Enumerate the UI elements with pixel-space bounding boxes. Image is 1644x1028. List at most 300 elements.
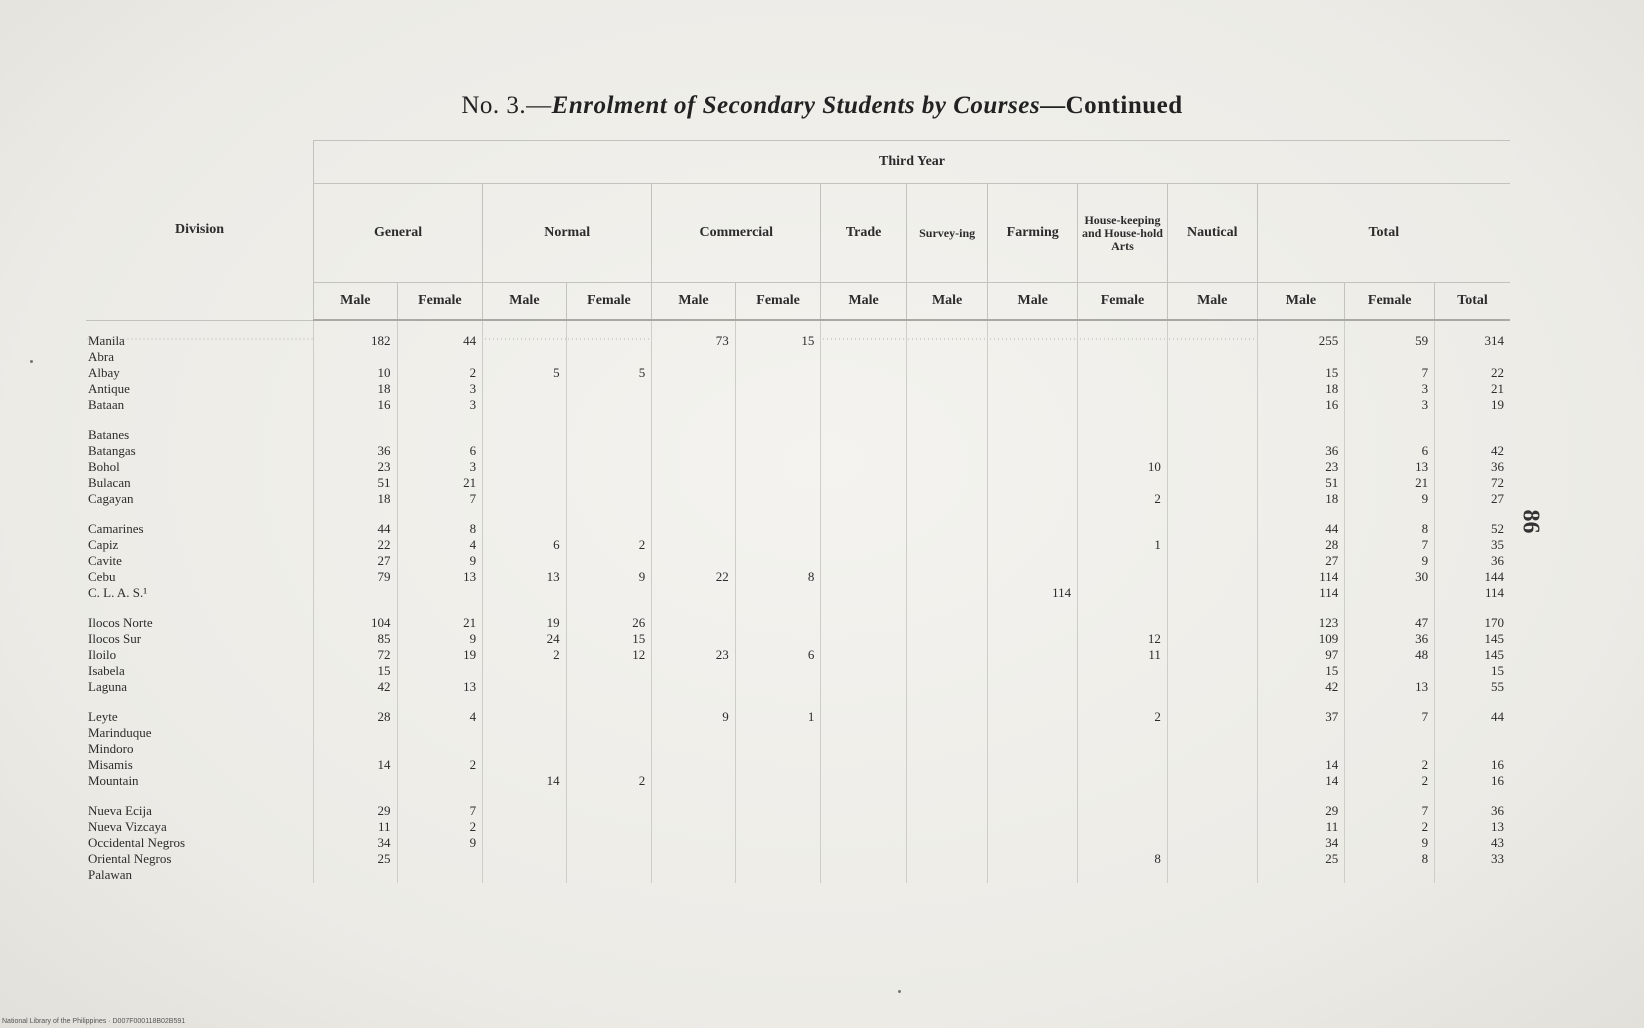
cell-fm [988, 647, 1078, 663]
cell-gf: 13 [397, 679, 483, 695]
division-name [86, 397, 314, 413]
cell-totm: 14 [1257, 773, 1345, 789]
cell-tot: 36 [1435, 459, 1510, 475]
cell-nm [483, 521, 567, 537]
cell-fm [988, 459, 1078, 475]
cell-totm: 14 [1257, 757, 1345, 773]
cell-am [1167, 459, 1257, 475]
cell-totf [1345, 349, 1435, 365]
spacer-cell [566, 601, 652, 615]
cell-totf: 47 [1345, 615, 1435, 631]
cell-nm [483, 443, 567, 459]
cell-gf [397, 851, 483, 867]
group-spacer [86, 695, 1510, 709]
spacer-cell [1345, 507, 1435, 521]
title-main: Enrolment of Secondary Students by Courses [551, 92, 1041, 119]
cell-tot: 22 [1435, 365, 1510, 381]
cell-totm: 16 [1257, 397, 1345, 413]
cell-gf: 6 [397, 443, 483, 459]
cell-hf: 2 [1078, 491, 1168, 507]
cell-fm [988, 615, 1078, 631]
division-name [86, 585, 314, 601]
group-spacer [86, 413, 1510, 427]
spacer-cell [566, 413, 652, 427]
spacer-cell [566, 507, 652, 521]
spacer-cell [1435, 413, 1510, 427]
spacer-cell [1257, 695, 1345, 709]
cell-hf [1078, 585, 1168, 601]
cell-gm: 18 [314, 491, 398, 507]
archive-footer: National Library of the Philippines · D007F000118B02B591 [2, 1018, 186, 1025]
cell-tot: 21 [1435, 381, 1510, 397]
cell-nf [566, 819, 652, 835]
cell-gm: 15 [314, 663, 398, 679]
cell-fm [988, 521, 1078, 537]
cell-totf [1345, 741, 1435, 757]
spacer-cell [735, 413, 821, 427]
cell-nf [566, 835, 652, 851]
cell-gm: 79 [314, 569, 398, 585]
cell-cf [735, 443, 821, 459]
cell-cm [652, 679, 736, 695]
spacer-cell [988, 413, 1078, 427]
cell-nm [483, 585, 567, 601]
cell-fm [988, 365, 1078, 381]
spacer-cell [483, 789, 567, 803]
cell-tm [821, 569, 907, 585]
enrolment-table [86, 140, 1510, 883]
cell-gf [397, 867, 483, 883]
cell-nm [483, 803, 567, 819]
division-name-text: Mindoro [88, 741, 134, 756]
table-row [86, 663, 1510, 679]
cell-gf [397, 725, 483, 741]
cell-tm [821, 819, 907, 835]
cell-gf: 4 [397, 709, 483, 725]
cell-am [1167, 709, 1257, 725]
table-row [86, 647, 1510, 663]
cell-gm: 34 [314, 835, 398, 851]
cell-tm [821, 709, 907, 725]
cell-sm [906, 569, 987, 585]
cell-totf: 2 [1345, 773, 1435, 789]
cell-tm [821, 365, 907, 381]
cell-tm [821, 663, 907, 679]
cell-am [1167, 320, 1257, 349]
cell-cm: 9 [652, 709, 736, 725]
spacer-cell [1078, 789, 1168, 803]
spacer-cell [314, 413, 398, 427]
cell-sm [906, 397, 987, 413]
cell-fm [988, 537, 1078, 553]
division-name [86, 381, 314, 397]
cell-sm [906, 631, 987, 647]
cell-tot: 144 [1435, 569, 1510, 585]
spacer-cell [906, 695, 987, 709]
cell-hf [1078, 349, 1168, 365]
cell-nm: 24 [483, 631, 567, 647]
cell-tm [821, 521, 907, 537]
cell-am [1167, 741, 1257, 757]
table-row [86, 521, 1510, 537]
cell-gf: 9 [397, 835, 483, 851]
cell-tm [821, 773, 907, 789]
cell-tot: 145 [1435, 647, 1510, 663]
cell-fm [988, 491, 1078, 507]
cell-nf: 5 [566, 365, 652, 381]
spacer-cell [1078, 413, 1168, 427]
cell-tot: 33 [1435, 851, 1510, 867]
cell-gm [314, 867, 398, 883]
table-row [86, 615, 1510, 631]
cell-totf: 13 [1345, 679, 1435, 695]
cell-cm [652, 365, 736, 381]
cell-totm: 23 [1257, 459, 1345, 475]
spacer-cell [86, 507, 314, 521]
cell-totm: 255 [1257, 320, 1345, 349]
cell-nf [566, 663, 652, 679]
cell-totm: 27 [1257, 553, 1345, 569]
cell-tot: 35 [1435, 537, 1510, 553]
cell-nm: 14 [483, 773, 567, 789]
spacer-cell [906, 507, 987, 521]
division-name [86, 537, 314, 553]
cell-am [1167, 851, 1257, 867]
cell-fm [988, 320, 1078, 349]
cell-cf [735, 381, 821, 397]
cell-nm [483, 427, 567, 443]
division-name-text: Isabela [88, 663, 125, 678]
cell-gm: 16 [314, 397, 398, 413]
cell-gf: 7 [397, 803, 483, 819]
cell-tm [821, 443, 907, 459]
cell-hf: 1 [1078, 537, 1168, 553]
cell-totf: 13 [1345, 459, 1435, 475]
commercial-header: Commercial [652, 184, 821, 283]
cell-cf [735, 537, 821, 553]
cell-sm [906, 521, 987, 537]
cell-gm: 72 [314, 647, 398, 663]
division-name-text: Cavite [88, 553, 122, 568]
spacer-cell [1345, 789, 1435, 803]
cell-hf [1078, 803, 1168, 819]
cell-totf: 48 [1345, 647, 1435, 663]
cell-tot: 145 [1435, 631, 1510, 647]
spacer-cell [652, 413, 736, 427]
cell-tot: 43 [1435, 835, 1510, 851]
cell-tm [821, 427, 907, 443]
cell-cm [652, 443, 736, 459]
normal-header: Normal [483, 184, 652, 283]
cell-am [1167, 537, 1257, 553]
cell-cm [652, 757, 736, 773]
cell-cm: 22 [652, 569, 736, 585]
cell-cf [735, 349, 821, 365]
cell-totm: 28 [1257, 537, 1345, 553]
cell-gf [397, 585, 483, 601]
cell-fm [988, 427, 1078, 443]
cell-hf [1078, 773, 1168, 789]
cell-tot [1435, 725, 1510, 741]
table-row [86, 585, 1510, 601]
cell-cm [652, 397, 736, 413]
cell-gm: 28 [314, 709, 398, 725]
cell-cm: 23 [652, 647, 736, 663]
cell-tot: 44 [1435, 709, 1510, 725]
cell-hf [1078, 819, 1168, 835]
cell-sm [906, 709, 987, 725]
trade-header: Trade [821, 184, 907, 283]
spacer-cell [1167, 601, 1257, 615]
cell-gm: 14 [314, 757, 398, 773]
division-name-text: Cebu [88, 569, 116, 584]
division-name [86, 725, 314, 741]
spacer-cell [397, 601, 483, 615]
cell-totm [1257, 427, 1345, 443]
division-name-text: Abra [88, 349, 114, 364]
cell-nm [483, 819, 567, 835]
cell-nf [566, 443, 652, 459]
cell-fm [988, 631, 1078, 647]
division-name [86, 349, 314, 365]
cell-hf [1078, 397, 1168, 413]
cell-cm [652, 381, 736, 397]
division-name [86, 631, 314, 647]
spacer-cell [735, 601, 821, 615]
cell-nm: 19 [483, 615, 567, 631]
cell-cf [735, 553, 821, 569]
spacer-cell [397, 507, 483, 521]
cell-nf [566, 475, 652, 491]
cell-nm [483, 679, 567, 695]
cell-cf [735, 803, 821, 819]
cell-nf [566, 349, 652, 365]
spacer-cell [1435, 695, 1510, 709]
cell-am [1167, 475, 1257, 491]
division-name-text: Albay [88, 365, 120, 380]
housekeeping-female-header: Female [1078, 283, 1168, 321]
cell-nf [566, 397, 652, 413]
cell-totm: 114 [1257, 569, 1345, 585]
division-name-text: Mountain [88, 773, 139, 788]
cell-tm [821, 553, 907, 569]
cell-gf: 8 [397, 521, 483, 537]
cell-nf: 2 [566, 773, 652, 789]
division-name [86, 521, 314, 537]
cell-gm [314, 349, 398, 365]
cell-sm [906, 867, 987, 883]
division-name [86, 757, 314, 773]
cell-totf: 36 [1345, 631, 1435, 647]
cell-tm [821, 679, 907, 695]
division-name [86, 835, 314, 851]
cell-totm: 18 [1257, 491, 1345, 507]
cell-cf [735, 615, 821, 631]
cell-gm [314, 585, 398, 601]
cell-sm [906, 427, 987, 443]
division-name [86, 553, 314, 569]
spacer-cell [1257, 507, 1345, 521]
cell-tot [1435, 349, 1510, 365]
cell-totm: 37 [1257, 709, 1345, 725]
cell-hf [1078, 569, 1168, 585]
cell-tm [821, 725, 907, 741]
cell-hf [1078, 553, 1168, 569]
division-name-text: Antique [88, 381, 130, 396]
cell-fm [988, 773, 1078, 789]
cell-am [1167, 443, 1257, 459]
spacer-cell [735, 507, 821, 521]
spacer-cell [397, 413, 483, 427]
table-row [86, 867, 1510, 883]
cell-totm [1257, 741, 1345, 757]
cell-am [1167, 773, 1257, 789]
cell-totf: 21 [1345, 475, 1435, 491]
general-female-header: Female [397, 283, 483, 321]
cell-totm: 51 [1257, 475, 1345, 491]
spacer-cell [652, 695, 736, 709]
division-name-text: Leyte [88, 709, 118, 724]
cell-am [1167, 365, 1257, 381]
cell-sm [906, 663, 987, 679]
division-name-text: Ilocos Norte [88, 615, 153, 630]
page-speck [898, 990, 901, 993]
cell-totf: 30 [1345, 569, 1435, 585]
cell-totf: 7 [1345, 365, 1435, 381]
cell-cf [735, 725, 821, 741]
cell-hf: 2 [1078, 709, 1168, 725]
cell-sm [906, 553, 987, 569]
cell-tot: 27 [1435, 491, 1510, 507]
spacer-cell [652, 789, 736, 803]
division-name-text: Occidental Negros [88, 835, 186, 850]
cell-totm: 109 [1257, 631, 1345, 647]
cell-nm: 2 [483, 647, 567, 663]
cell-cm [652, 663, 736, 679]
cell-fm [988, 569, 1078, 585]
cell-totm: 42 [1257, 679, 1345, 695]
cell-gm [314, 741, 398, 757]
cell-totf: 9 [1345, 491, 1435, 507]
division-name-text: Nueva Vizcaya [88, 819, 167, 834]
cell-tot: 114 [1435, 585, 1510, 601]
cell-fm [988, 553, 1078, 569]
cell-cf [735, 663, 821, 679]
spacer-cell [86, 601, 314, 615]
cell-nm [483, 381, 567, 397]
cell-am [1167, 867, 1257, 883]
cell-cf [735, 427, 821, 443]
cell-totm: 15 [1257, 663, 1345, 679]
cell-am [1167, 725, 1257, 741]
cell-nf [566, 491, 652, 507]
cell-nm [483, 553, 567, 569]
cell-fm [988, 725, 1078, 741]
cell-gm: 85 [314, 631, 398, 647]
cell-nf [566, 709, 652, 725]
surveying-male-header: Male [906, 283, 987, 321]
total-group-header: Total [1257, 184, 1510, 283]
nautical-male-header: Male [1167, 283, 1257, 321]
cell-sm [906, 757, 987, 773]
cell-nf [566, 459, 652, 475]
cell-totf [1345, 585, 1435, 601]
cell-cm [652, 851, 736, 867]
cell-nf [566, 741, 652, 757]
division-name-text: Laguna [88, 679, 127, 694]
spacer-cell [821, 413, 907, 427]
spacer-cell [483, 601, 567, 615]
cell-sm [906, 835, 987, 851]
cell-totm: 34 [1257, 835, 1345, 851]
cell-tm [821, 459, 907, 475]
table-row [86, 475, 1510, 491]
cell-cm [652, 835, 736, 851]
division-name-text: Oriental Negros [88, 851, 172, 866]
division-name [86, 459, 314, 475]
cell-sm [906, 320, 987, 349]
cell-gm: 10 [314, 365, 398, 381]
spacer-cell [1435, 601, 1510, 615]
cell-tm [821, 349, 907, 365]
cell-sm [906, 615, 987, 631]
cell-hf: 12 [1078, 631, 1168, 647]
division-name-text: Nueva Ecija [88, 803, 152, 818]
total-female-header: Female [1345, 283, 1435, 321]
cell-cm [652, 475, 736, 491]
cell-fm [988, 443, 1078, 459]
division-name-text: Bohol [88, 459, 120, 474]
trade-male-header: Male [821, 283, 907, 321]
cell-fm [988, 679, 1078, 695]
table-row [86, 757, 1510, 773]
cell-cm [652, 349, 736, 365]
cell-gf: 13 [397, 569, 483, 585]
table-row [86, 631, 1510, 647]
spacer-cell [1257, 789, 1345, 803]
spacer-cell [1078, 601, 1168, 615]
table-row [86, 365, 1510, 381]
table-row [86, 741, 1510, 757]
cell-sm [906, 537, 987, 553]
table-row [86, 835, 1510, 851]
cell-tot [1435, 741, 1510, 757]
division-name [86, 663, 314, 679]
cell-nf [566, 725, 652, 741]
cell-fm [988, 851, 1078, 867]
cell-nf [566, 521, 652, 537]
cell-tm [821, 757, 907, 773]
cell-gm: 25 [314, 851, 398, 867]
spacer-cell [483, 413, 567, 427]
commercial-male-header: Male [652, 283, 736, 321]
cell-gm: 36 [314, 443, 398, 459]
division-header: Division [86, 141, 314, 321]
cell-sm [906, 475, 987, 491]
cell-gf: 3 [397, 459, 483, 475]
cell-am [1167, 569, 1257, 585]
cell-sm [906, 851, 987, 867]
spacer-cell [566, 695, 652, 709]
cell-gf: 3 [397, 397, 483, 413]
cell-nm [483, 397, 567, 413]
cell-sm [906, 773, 987, 789]
table-row [86, 349, 1510, 365]
cell-am [1167, 631, 1257, 647]
spacer-cell [821, 789, 907, 803]
cell-tot: 55 [1435, 679, 1510, 695]
cell-nf [566, 851, 652, 867]
